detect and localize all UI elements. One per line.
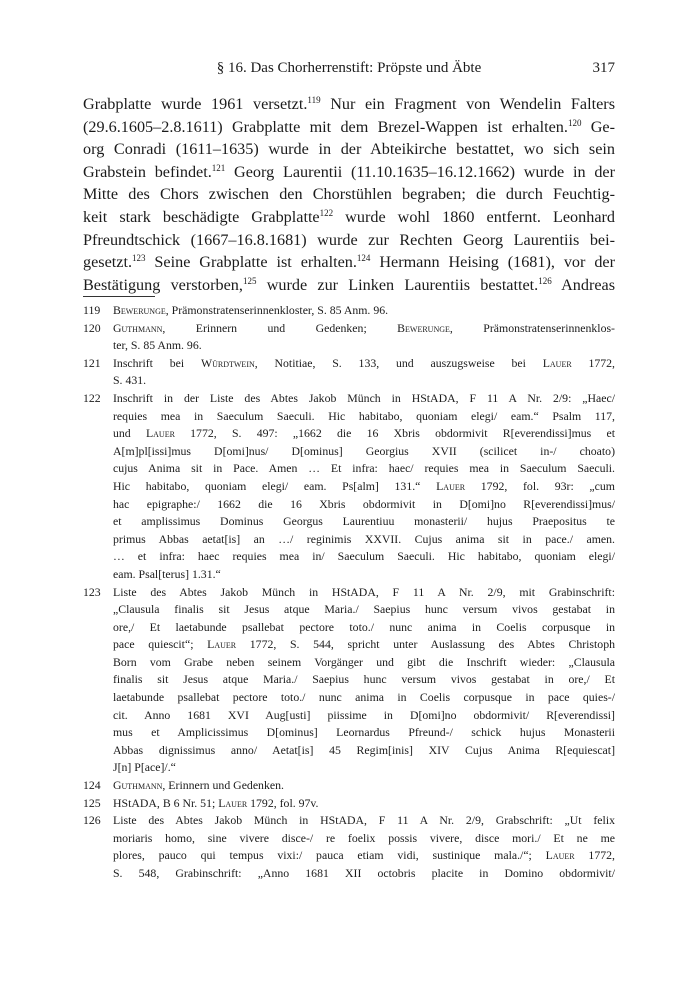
- text-run: 1772,: [571, 355, 616, 370]
- body-line: [83, 229, 615, 252]
- footnote-line: [113, 584, 615, 602]
- footnote-line: [113, 689, 615, 707]
- footnote-line: [113, 496, 615, 514]
- footnote-line: [113, 671, 615, 689]
- footnote-divider: [83, 296, 155, 297]
- text-run: , Prämonstratenserinnenklos-: [449, 320, 615, 335]
- author-name: Lauer: [545, 848, 575, 863]
- author-name: Lauer: [218, 795, 248, 810]
- text-run: 1772, S. 497: „1662 die 16 Xbris obdormivit R[everendissi]mus et: [174, 426, 615, 441]
- text-run: moriaris homo, sine vivere disce-/ re foelix possis vivere, disce mori./ Et ne me: [113, 830, 615, 845]
- footnote-line: [113, 707, 615, 725]
- running-head: [83, 60, 615, 82]
- text-run: keit stark beschädigte Grabplatte: [83, 207, 320, 226]
- text-run: cit. Anno 1681 XVI Aug[usti] piissime in D[omi]no obdormivit/ R[everendissi]: [113, 707, 615, 722]
- body-line: [83, 161, 615, 184]
- footnote-number: 123: [83, 584, 101, 599]
- footnote: [83, 390, 615, 584]
- author-name: Guthmann: [113, 778, 163, 793]
- text-run: hac epigraphe:/ 1662 die 16 Xbris obdormivit in D[omi]no R[everendissi]mus/: [113, 496, 615, 511]
- footnote-reference: 120: [567, 117, 582, 128]
- footnote-line: [113, 320, 615, 338]
- text-run: Abbas dignissimus anno/ Aetat[is] 45 Regim[inis] XIV Cujus Anima R[equiescat]: [113, 742, 615, 757]
- body-line: [83, 206, 615, 229]
- footnote-line: [113, 830, 615, 848]
- footnote-line: [113, 548, 615, 566]
- text-run: , Notitiae, S. 133, und auszugsweise bei: [254, 355, 543, 370]
- text-run: 1772,: [574, 848, 615, 863]
- text-run: Seine Grabplatte ist erhalten.: [145, 253, 357, 272]
- text-run: Grabplatte wurde 1961 versetzt.: [83, 95, 308, 113]
- author-name: Bewerunge: [113, 303, 166, 317]
- text-run: S. 431.: [113, 373, 147, 388]
- footnote-line: [113, 513, 615, 531]
- footnote-line: [113, 654, 615, 672]
- running-title: § 16. Das Chorherrenstift: Pröpste und Äbte: [216, 60, 482, 76]
- footnote-number: 125: [83, 795, 101, 810]
- footnote-line: [113, 443, 615, 461]
- text-run: Pfreundtschick (1667–16.8.1681) wurde zur Rechten Georg Laurentiis bei-: [83, 230, 615, 249]
- author-name: Lauer: [145, 426, 175, 441]
- footnote-line: [113, 566, 615, 584]
- text-run: Ge-: [581, 117, 615, 136]
- text-run: und: [113, 426, 146, 441]
- text-run: finalis sit Jesus atque Maria./ Saepius hunc versum vivos gestabat in ore,/ Et: [113, 672, 615, 687]
- footnote-reference: 119: [307, 95, 321, 105]
- footnote-line: [113, 795, 615, 813]
- text-run: 1772, S. 544, spricht unter Auslassung des Abtes Christoph: [236, 637, 615, 652]
- text-run: wurde zur Linken Laurentiis bestattet.: [256, 275, 539, 294]
- text-run: gesetzt.: [83, 253, 132, 272]
- footnote-line: [113, 372, 615, 390]
- footnote-reference: 126: [538, 275, 552, 286]
- text-run: … et infra: haec requies mea in/ Saeculum Saeculi. Hic habitabo, quoniam elegi/: [113, 549, 615, 564]
- footnote: [83, 812, 615, 882]
- footnote: [83, 777, 615, 795]
- text-run: ore,/ Et laetabunde psallebat pectore toto./ nunc anima in Coelis corpusque in: [113, 619, 615, 634]
- text-run: , Erinnern und Gedenken;: [162, 320, 398, 335]
- footnote-line: [113, 759, 615, 777]
- text-run: org Conradi (1611–1635) wurde in der Abteikirche bestattet, wo sich sein: [83, 140, 615, 159]
- footnote-line: [113, 601, 615, 619]
- text-run: eam. Psal[terus] 1.31.“: [113, 566, 221, 581]
- footnote: [83, 302, 615, 320]
- footnote-number: 124: [83, 778, 101, 793]
- text-run: Hic habitabo, quoniam elegi/ eam. Ps[alm] 131.“: [113, 478, 437, 493]
- text-run: Inschrift in der Liste des Abtes Jakob Münch in HStADA, F 11 A Nr. 2/9: „Haec/: [113, 390, 615, 405]
- footnote-line: [113, 636, 615, 654]
- footnote-reference: 125: [242, 275, 257, 286]
- text-run: laetabunde psallebat pectore toto./ nunc anima in Coelis corpusque in pace quies-/: [113, 690, 615, 705]
- text-run: primus Abbas aetat[is] an …/ reginimis XXVII. Cujus anima sit in pace./ amen.: [113, 531, 615, 546]
- body-line: [83, 116, 615, 139]
- footnote-number: 122: [83, 390, 101, 405]
- text-run: ter, S. 85 Anm. 96.: [113, 338, 202, 353]
- footnote: [83, 320, 615, 355]
- main-text: [83, 93, 615, 296]
- footnote-number: 126: [83, 813, 101, 828]
- footnote-line: [113, 390, 615, 408]
- body-line: [83, 251, 615, 274]
- author-name: Lauer: [542, 355, 572, 370]
- footnote-line: [113, 531, 615, 549]
- text-run: Nur ein Fragment von Wendelin Falters: [320, 95, 615, 113]
- footnote-number: 119: [83, 303, 101, 317]
- text-run: mus et Amplicissimus D[ominus] Leornardus Pfreund-/ schick hujus Monasterii: [113, 725, 615, 740]
- text-run: pace quiescit“;: [113, 637, 208, 652]
- text-run: et amplissimus Dominus Georgus Laurentiuu monasterii/ hujus Praepositus te: [113, 514, 615, 529]
- text-run: Bestätigung verstorben,: [83, 275, 243, 294]
- footnote-line: [113, 619, 615, 637]
- footnote-line: [113, 865, 615, 883]
- text-run: Inschrift bei: [113, 355, 201, 370]
- text-run: Andreas: [551, 275, 616, 294]
- footnotes: [83, 302, 615, 883]
- footnote-line: [113, 337, 615, 355]
- text-run: cujus Anima sit in Pace. Amen … Et infra: haec/ requies mea in Saeculum Saeculi.: [113, 461, 615, 476]
- text-run: 1792, fol. 97v.: [247, 795, 319, 810]
- author-name: Guthmann: [113, 320, 163, 335]
- author-name: Lauer: [436, 478, 466, 493]
- text-run: J[n] P[ace]/.“: [113, 760, 176, 775]
- footnote-reference: 122: [319, 207, 334, 218]
- text-run: „Clausula finalis sit Jesus atque Maria./ Saepius hunc versum vivos gestabat in: [113, 602, 615, 617]
- text-run: HStADA, B 6 Nr. 51;: [113, 795, 219, 810]
- footnote-reference: 121: [211, 162, 226, 173]
- text-run: , Prämonstratenserinnenkloster, S. 85 Anm. 96.: [165, 303, 389, 317]
- author-name: Lauer: [207, 637, 237, 652]
- text-run: Liste des Abtes Jakob Münch in HStADA, F 11 A Nr. 2/9, mit Grabinschrift:: [113, 584, 615, 599]
- author-name: Würdtwein: [200, 355, 255, 370]
- text-run: 1792, fol. 93r: „cum: [465, 478, 615, 493]
- footnote: [83, 355, 615, 390]
- footnote-line: [113, 742, 615, 760]
- text-run: plores, pauco qui tempus vixi:/ pauca etiam vidi, sustinique mala./“;: [113, 848, 546, 863]
- footnote-line: [113, 355, 615, 373]
- text-run: wurde wohl 1860 entfernt. Leonhard: [333, 207, 615, 226]
- text-run: Liste des Abtes Jakob Münch in HStADA, F 11 A Nr. 2/9, Grabschrift: „Ut felix: [113, 813, 615, 828]
- footnote-number: 120: [83, 320, 101, 335]
- body-line: [83, 183, 615, 206]
- footnote: [83, 584, 615, 778]
- text-run: , Erinnern und Gedenken.: [162, 778, 284, 793]
- footnote-reference: 124: [356, 253, 371, 264]
- body-line: [83, 274, 615, 297]
- footnote-reference: 123: [132, 253, 146, 264]
- footnote-line: [113, 777, 615, 795]
- author-name: Bewerunge: [397, 320, 450, 335]
- footnote-line: [113, 425, 615, 443]
- footnote-line: [113, 460, 615, 478]
- text-run: (29.6.1605–2.8.1611) Grabplatte mit dem Brezel-Wappen ist erhalten.: [83, 117, 568, 136]
- body-line: [83, 138, 615, 161]
- footnote: [83, 795, 615, 813]
- footnote-line: [113, 408, 615, 426]
- text-run: requies mea in Saeculum Saeculi. Hic habitabo, quoniam elegi/ eam.“ Psalm 117,: [113, 408, 615, 423]
- text-run: Mitte des Chors zwischen den Chorstühlen begraben; die durch Feuchtig-: [83, 185, 615, 204]
- footnote-line: [113, 302, 615, 320]
- footnote-line: [113, 812, 615, 830]
- text-run: Born vom Grabe neben seinem Vorgänger und gibt die Inschrift wieder: „Clausula: [113, 654, 615, 669]
- page-number: 317: [592, 60, 615, 76]
- body-line: [83, 93, 615, 116]
- text-run: A[m]pl[issi]mus D[omi]nus/ D[ominus] Georgius XVII (scilicet in-/ choato): [113, 443, 615, 458]
- text-run: Grabstein befindet.: [83, 162, 212, 181]
- footnote-number: 121: [83, 355, 101, 370]
- footnote-line: [113, 724, 615, 742]
- footnote-line: [113, 478, 615, 496]
- footnote-line: [113, 847, 615, 865]
- text-run: Georg Laurentii (11.10.1635–16.12.1662) wurde in der: [225, 162, 615, 181]
- text-run: Hermann Heising (1681), vor der: [370, 253, 615, 272]
- text-run: S. 548, Grabinschrift: „Anno 1681 XII octobris placite in Domino obdormivit/: [113, 866, 615, 880]
